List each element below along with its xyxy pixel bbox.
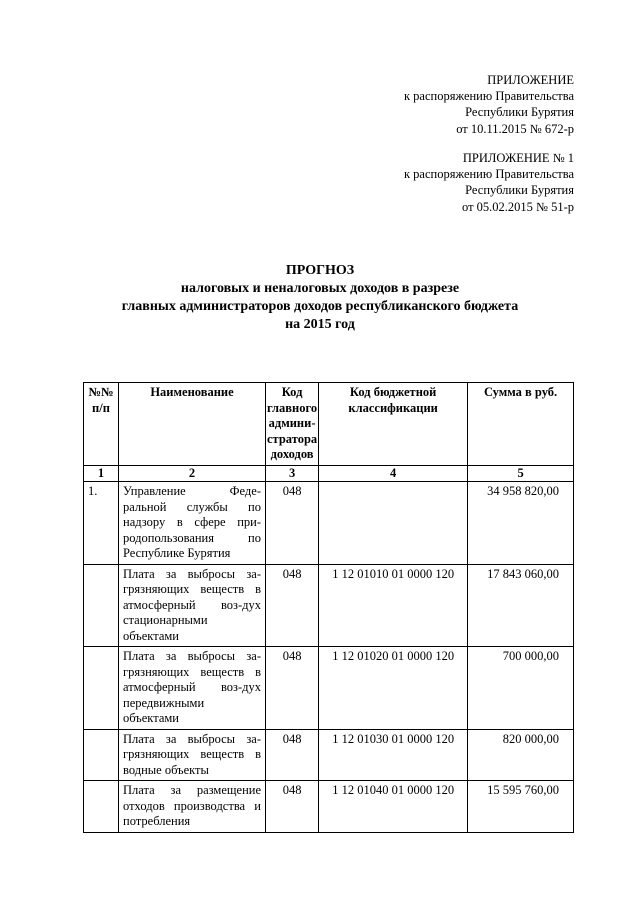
- row-num: [84, 647, 119, 730]
- row-num: [84, 729, 119, 781]
- row-admin-code: 048: [266, 647, 319, 730]
- title-line: главных администраторов доходов республиканского бюджета: [121, 299, 519, 314]
- column-number: 1: [84, 465, 119, 482]
- row-budget-code: 1 12 01030 01 0000 120: [319, 729, 468, 781]
- row-num: [84, 781, 119, 833]
- appendix-label: ПРИЛОЖЕНИЕ № 1: [462, 151, 574, 165]
- table-row: [84, 729, 574, 781]
- header-name: Наименование: [119, 383, 266, 466]
- row-budget-code: [319, 482, 468, 565]
- header-admin-code: Код главного админи-стратора доходов: [266, 383, 319, 466]
- row-sum: 700 000,00: [468, 647, 574, 730]
- appendix-header-original: [404, 150, 574, 215]
- appendix-order-text: к распоряжению Правительства: [403, 89, 574, 104]
- row-admin-code: 048: [266, 564, 319, 647]
- table-row: [84, 647, 574, 730]
- column-number: 5: [468, 465, 574, 482]
- row-sum: 17 843 060,00: [468, 564, 574, 647]
- row-num: [84, 564, 119, 647]
- title-line: на 2015 год: [285, 317, 355, 332]
- revenue-forecast-table: [83, 382, 574, 833]
- row-sum: 15 595 760,00: [468, 781, 574, 833]
- row-budget-code: 1 12 01040 01 0000 120: [319, 781, 468, 833]
- appendix-label: ПРИЛОЖЕНИЕ: [487, 73, 574, 87]
- row-name: Управление Феде-ральной службы по надзору в сфере при-родопользования по Республике Бурятия: [119, 482, 266, 565]
- document-title: [0, 262, 640, 334]
- header-num: №№ п/п: [84, 383, 119, 466]
- table-header-row: [84, 383, 574, 466]
- row-name: Плата за выбросы за-грязняющих веществ в водные объекты: [119, 729, 266, 781]
- header-budget-code: Код бюджетной классификации: [319, 383, 468, 466]
- row-sum: 820 000,00: [468, 729, 574, 781]
- row-budget-code: 1 12 01010 01 0000 120: [319, 564, 468, 647]
- row-sum: 34 958 820,00: [468, 482, 574, 565]
- row-name: Плата за выбросы за-грязняющих веществ в атмосферный воз-дух стационарными объектами: [119, 564, 266, 647]
- table-row: [84, 781, 574, 833]
- row-name: Плата за выбросы за-грязняющих веществ в атмосферный воз-дух передвижными объектами: [119, 647, 266, 730]
- row-admin-code: 048: [266, 781, 319, 833]
- table-row: [84, 564, 574, 647]
- header-sum: Сумма в руб.: [468, 383, 574, 466]
- table-row: [84, 482, 574, 565]
- appendix-header-current: [404, 72, 574, 137]
- row-admin-code: 048: [266, 729, 319, 781]
- appendix-order-text: к распоряжению Правительства: [403, 167, 574, 182]
- column-number-row: [84, 465, 574, 482]
- appendix-republic: Республики Бурятия: [465, 183, 574, 198]
- column-number: 4: [319, 465, 468, 482]
- title-line: налоговых и неналоговых доходов в разрезе: [180, 281, 460, 296]
- appendix-date-number: от 10.11.2015 № 672-р: [456, 121, 574, 136]
- column-number: 2: [119, 465, 266, 482]
- appendix-date-number: от 05.02.2015 № 51-р: [461, 199, 574, 214]
- row-name: Плата за размещение отходов производства и потребления: [119, 781, 266, 833]
- row-num: 1.: [84, 482, 119, 565]
- appendix-republic: Республики Бурятия: [465, 105, 574, 120]
- row-admin-code: 048: [266, 482, 319, 565]
- column-number: 3: [266, 465, 319, 482]
- title-line: ПРОГНОЗ: [285, 263, 355, 278]
- row-budget-code: 1 12 01020 01 0000 120: [319, 647, 468, 730]
